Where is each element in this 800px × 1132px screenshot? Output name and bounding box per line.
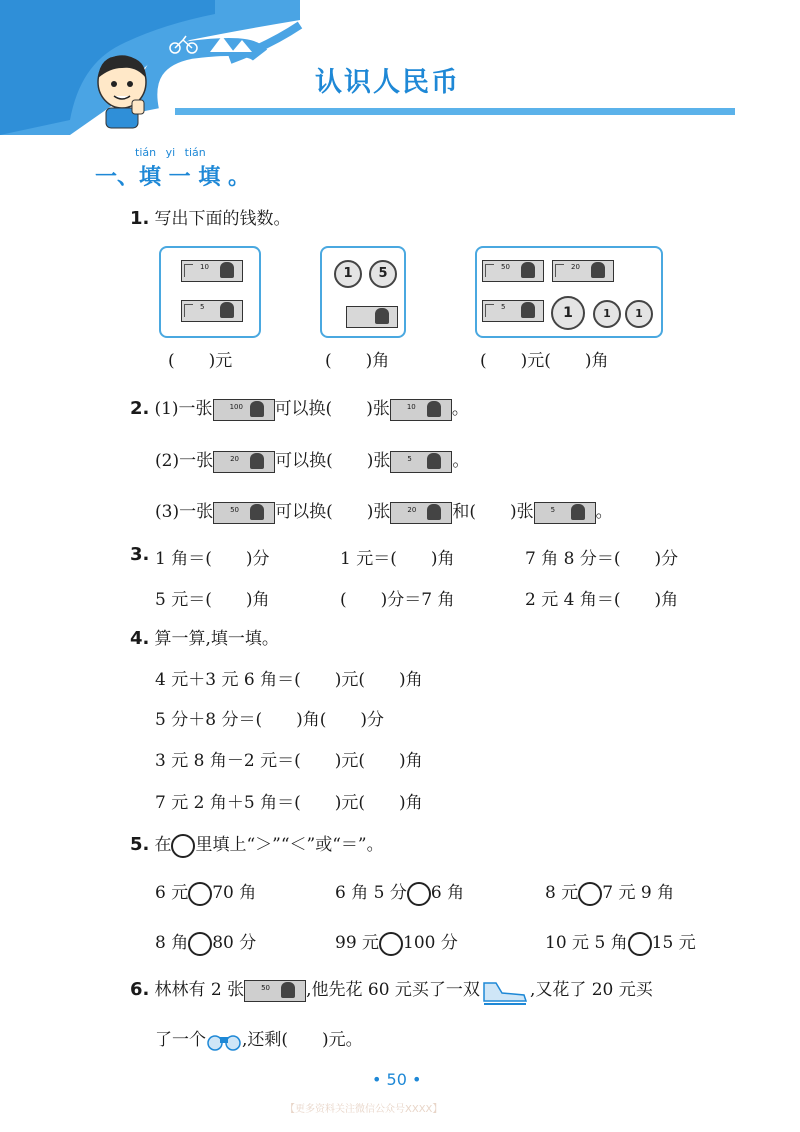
q2-line-3: (3)一张 50 可以换( )张 20 和( )张 5 。 bbox=[155, 502, 613, 522]
banknote: 10 bbox=[390, 399, 452, 421]
banknote bbox=[346, 306, 398, 328]
q3-r2-c2: ( )分＝7 角 bbox=[340, 590, 455, 610]
banknote: 20 bbox=[390, 502, 452, 524]
q2-line-2: (2)一张 20 可以换( )张 5 。 bbox=[155, 451, 470, 471]
coin: 1 bbox=[334, 260, 362, 288]
q5-r2-c1: 8 角 80 分 bbox=[155, 928, 256, 956]
banknote: 100 bbox=[213, 399, 275, 421]
banknote: 5 bbox=[534, 502, 596, 524]
q5-r1-c3: 8 元 7 元 9 角 bbox=[545, 878, 674, 906]
skates-icon bbox=[480, 977, 530, 1005]
page-title: 认识人民币 bbox=[315, 67, 460, 98]
q2-line-1: 2. (1)一张 100 可以换( )张 10 。 bbox=[130, 398, 469, 419]
q5-r2-c3: 10 元 5 角 15 元 bbox=[545, 928, 696, 956]
q4-line-3: 3 元 8 角－2 元＝( )元( )角 bbox=[155, 751, 423, 771]
compare-circle bbox=[578, 882, 602, 906]
banknote: 5 bbox=[390, 451, 452, 473]
q3-num: 3. bbox=[130, 544, 150, 565]
compare-circle-icon bbox=[171, 834, 195, 858]
q5-r2-c2: 99 元 100 分 bbox=[335, 928, 458, 956]
banknote: 10 bbox=[181, 260, 243, 282]
banknote: 50 bbox=[244, 980, 306, 1002]
money-box-3 bbox=[475, 246, 663, 338]
compare-circle bbox=[379, 932, 403, 956]
q4-line-4: 7 元 2 角＋5 角＝( )元( )角 bbox=[155, 793, 423, 813]
q6-line-2: 了一个 ,还剩( )元。 bbox=[155, 1025, 363, 1053]
q4-line-1: 4 元＋3 元 6 角＝( )元( )角 bbox=[155, 670, 423, 690]
q1-answer-b: ( )角 bbox=[325, 351, 390, 371]
binoculars-icon bbox=[206, 1029, 242, 1053]
banknote: 5 bbox=[482, 300, 544, 322]
q3-r1-c1: 1 角＝( )分 bbox=[155, 549, 270, 569]
q5-question: 5. 在 里填上“＞”“＜”或“＝”。 bbox=[130, 830, 384, 858]
coin: 1 bbox=[625, 300, 653, 328]
compare-circle bbox=[188, 932, 212, 956]
coin: 5 bbox=[369, 260, 397, 288]
q4-line-2: 5 分＋8 分＝( )角( )分 bbox=[155, 710, 384, 730]
compare-circle bbox=[628, 932, 652, 956]
watermark: 【更多资料关注微信公众号XXXX】 bbox=[285, 1104, 443, 1115]
section-heading: 一、填 一 填 。 bbox=[95, 165, 250, 190]
q5-r1-c1: 6 元 70 角 bbox=[155, 878, 256, 906]
banknote: 20 bbox=[552, 260, 614, 282]
banknote: 20 bbox=[213, 451, 275, 473]
q1-question: 1. 写出下面的钱数。 bbox=[130, 208, 291, 229]
boy-avatar bbox=[92, 52, 154, 130]
q3-r2-c3: 2 元 4 角＝( )角 bbox=[525, 590, 679, 610]
banknote: 50 bbox=[482, 260, 544, 282]
banknote: 50 bbox=[213, 502, 275, 524]
coin: 1 bbox=[551, 296, 585, 330]
q3-r1-c2: 1 元＝( )角 bbox=[340, 549, 455, 569]
coin: 1 bbox=[593, 300, 621, 328]
section-pinyin: tián yi tián bbox=[135, 146, 206, 159]
banknote: 5 bbox=[181, 300, 243, 322]
page-number: • 50 • bbox=[372, 1070, 422, 1089]
q1-answer-a: ( )元 bbox=[168, 351, 233, 371]
q4-question: 4. 算一算,填一填。 bbox=[130, 628, 279, 649]
compare-circle bbox=[188, 882, 212, 906]
q5-r1-c2: 6 角 5 分 6 角 bbox=[335, 878, 464, 906]
q6-line-1: 6. 林林有 2 张 50 ,他先花 60 元买了一双 ,又花了 20 元买 bbox=[130, 975, 653, 1005]
compare-circle bbox=[407, 882, 431, 906]
q1-answer-c: ( )元( )角 bbox=[480, 351, 609, 371]
q3-r2-c1: 5 元＝( )角 bbox=[155, 590, 270, 610]
money-box-1 bbox=[159, 246, 261, 338]
q3-r1-c3: 7 角 8 分＝( )分 bbox=[525, 549, 679, 569]
money-box-2 bbox=[320, 246, 406, 338]
